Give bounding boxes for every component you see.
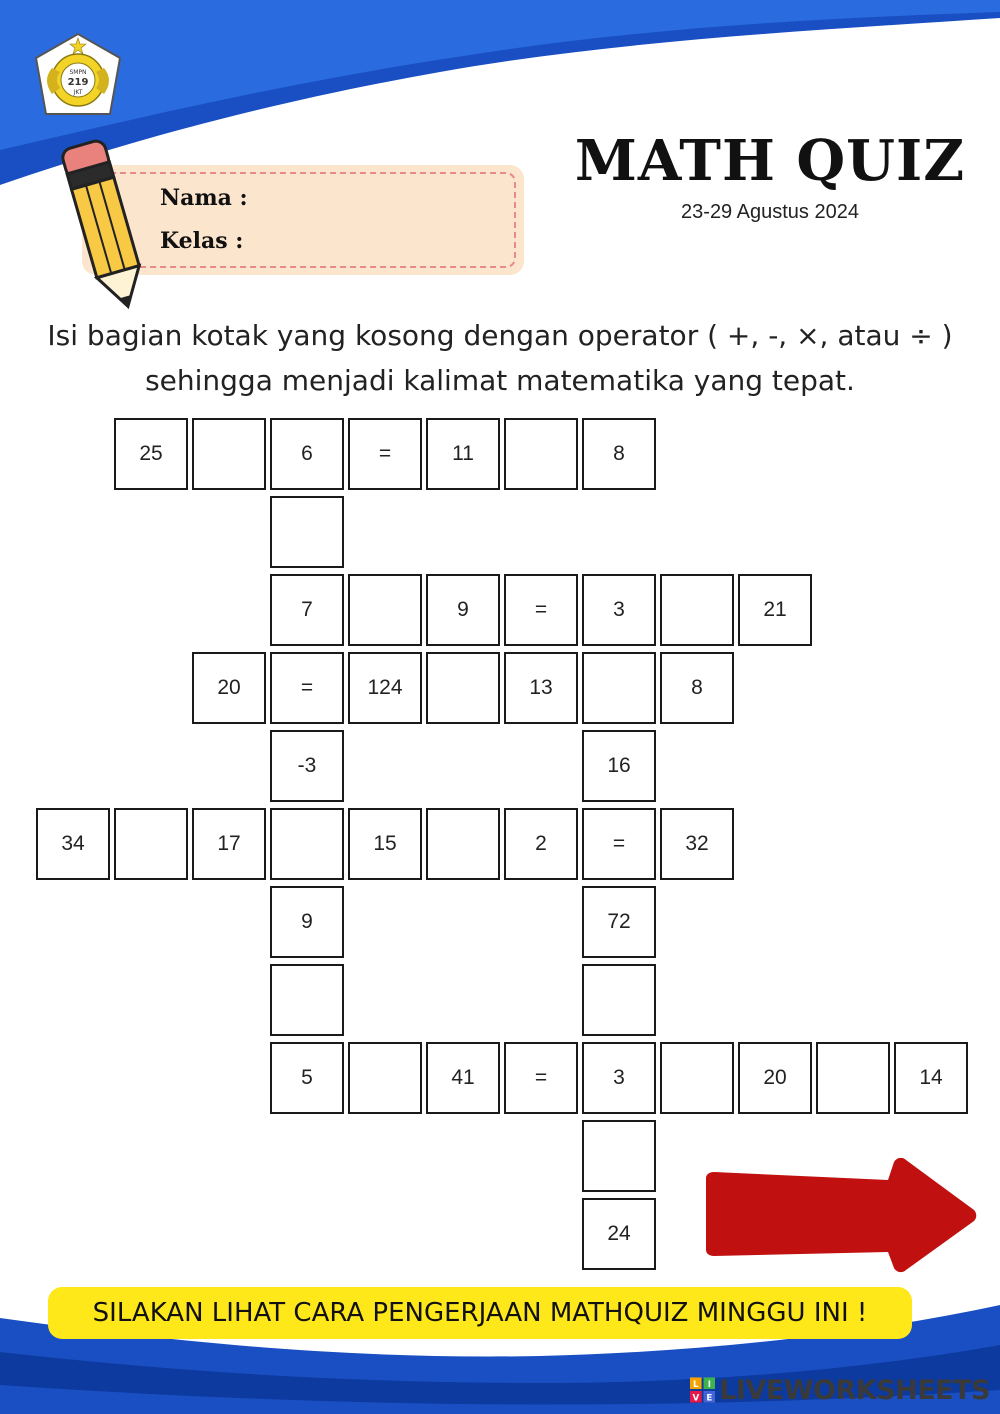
- number-cell: 8: [660, 652, 734, 724]
- operator-blank-cell[interactable]: [504, 418, 578, 490]
- operator-blank-cell[interactable]: [192, 418, 266, 490]
- number-cell: 15: [348, 808, 422, 880]
- school-logo: [30, 28, 126, 118]
- operator-input[interactable]: [272, 810, 342, 878]
- number-cell: 124: [348, 652, 422, 724]
- operator-input[interactable]: [662, 1044, 732, 1112]
- number-cell: 20: [738, 1042, 812, 1114]
- instruction-line-2: sehingga menjadi kalimat matematika yang tepat.: [145, 364, 855, 397]
- logo-text-top: SMPN: [69, 69, 87, 76]
- logo-text-mid: 219: [67, 77, 89, 88]
- operator-input[interactable]: [584, 966, 654, 1034]
- liveworksheets-badge-icon: [690, 1377, 715, 1403]
- operator-blank-cell[interactable]: [426, 652, 500, 724]
- equals-cell: =: [504, 1042, 578, 1114]
- equals-cell: =: [348, 418, 422, 490]
- svg-text:V: V: [692, 1393, 700, 1403]
- number-cell: 9: [270, 886, 344, 958]
- name-label: Nama :: [160, 185, 248, 211]
- operator-input[interactable]: [350, 1044, 420, 1112]
- operator-input[interactable]: [662, 576, 732, 644]
- operator-blank-cell[interactable]: [582, 652, 656, 724]
- pencil-icon: [60, 132, 160, 312]
- number-cell: 25: [114, 418, 188, 490]
- instruction-text: [40, 313, 960, 403]
- number-cell: 72: [582, 886, 656, 958]
- number-cell: 21: [738, 574, 812, 646]
- liveworksheets-logo: [690, 1372, 990, 1408]
- operator-blank-cell[interactable]: [660, 574, 734, 646]
- operator-input[interactable]: [428, 654, 498, 722]
- number-cell: 5: [270, 1042, 344, 1114]
- operator-blank-cell[interactable]: [582, 1120, 656, 1192]
- operator-blank-cell[interactable]: [348, 1042, 422, 1114]
- instruction-line-1: Isi bagian kotak yang kosong dengan operator ( +, -, ×, atau ÷ ): [47, 319, 953, 352]
- operator-input[interactable]: [818, 1044, 888, 1112]
- number-cell: 3: [582, 1042, 656, 1114]
- number-cell: 32: [660, 808, 734, 880]
- quiz-date: 23-29 Agustus 2024: [681, 201, 859, 223]
- operator-input[interactable]: [350, 576, 420, 644]
- operator-input[interactable]: [272, 498, 342, 566]
- operator-blank-cell[interactable]: [270, 808, 344, 880]
- equals-cell: =: [582, 808, 656, 880]
- operator-input[interactable]: [428, 810, 498, 878]
- number-cell: 7: [270, 574, 344, 646]
- equals-cell: =: [504, 574, 578, 646]
- liveworksheets-text: LIVEWORKSHEETS: [719, 1374, 990, 1406]
- number-cell: 20: [192, 652, 266, 724]
- operator-blank-cell[interactable]: [660, 1042, 734, 1114]
- svg-text:I: I: [707, 1380, 711, 1391]
- number-cell: 6: [270, 418, 344, 490]
- number-cell: 24: [582, 1198, 656, 1270]
- operator-input[interactable]: [584, 1122, 654, 1190]
- operator-blank-cell[interactable]: [270, 964, 344, 1036]
- operator-blank-cell[interactable]: [582, 964, 656, 1036]
- next-arrow-icon[interactable]: [698, 1158, 978, 1274]
- number-cell: 14: [894, 1042, 968, 1114]
- operator-blank-cell[interactable]: [426, 808, 500, 880]
- operator-blank-cell[interactable]: [270, 496, 344, 568]
- svg-text:E: E: [706, 1393, 713, 1403]
- equals-cell: =: [270, 652, 344, 724]
- number-cell: -3: [270, 730, 344, 802]
- number-cell: 11: [426, 418, 500, 490]
- operator-input[interactable]: [584, 654, 654, 722]
- number-cell: 3: [582, 574, 656, 646]
- number-cell: 9: [426, 574, 500, 646]
- logo-text-bottom: JKT: [73, 89, 83, 96]
- number-cell: 8: [582, 418, 656, 490]
- svg-text:L: L: [693, 1380, 699, 1391]
- operator-input[interactable]: [194, 420, 264, 488]
- number-cell: 16: [582, 730, 656, 802]
- number-cell: 17: [192, 808, 266, 880]
- operator-input[interactable]: [116, 810, 186, 878]
- number-cell: 41: [426, 1042, 500, 1114]
- operator-blank-cell[interactable]: [114, 808, 188, 880]
- operator-blank-cell[interactable]: [348, 574, 422, 646]
- operator-input[interactable]: [272, 966, 342, 1034]
- class-label: Kelas :: [160, 228, 244, 254]
- number-cell: 13: [504, 652, 578, 724]
- operator-blank-cell[interactable]: [816, 1042, 890, 1114]
- operator-input[interactable]: [506, 420, 576, 488]
- instruction-banner[interactable]: SILAKAN LIHAT CARA PENGERJAAN MATHQUIZ MINGGU INI !: [48, 1287, 912, 1339]
- number-cell: 34: [36, 808, 110, 880]
- number-cell: 2: [504, 808, 578, 880]
- quiz-title: MATH QUIZ: [574, 128, 966, 194]
